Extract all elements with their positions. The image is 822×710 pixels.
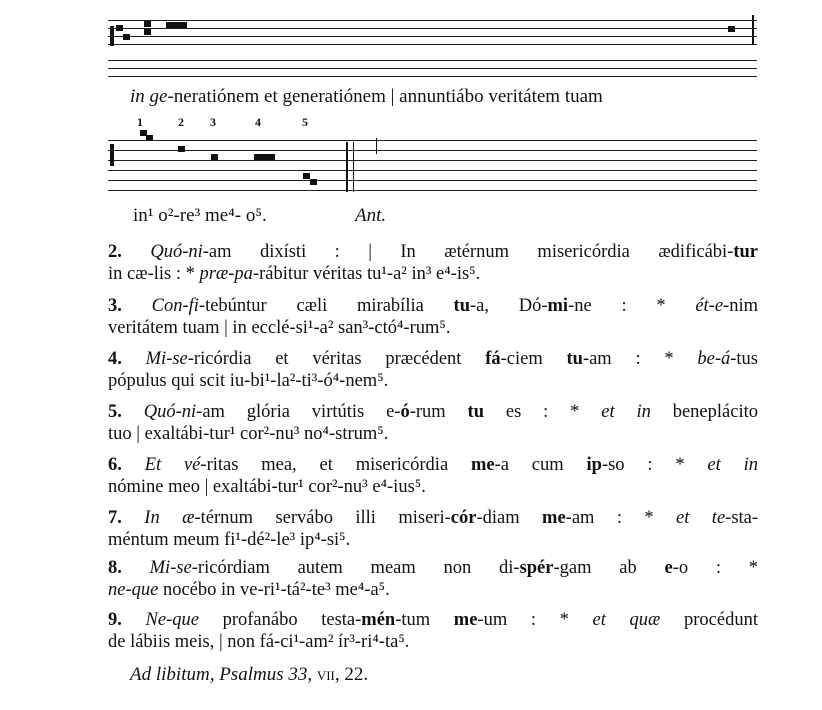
note	[178, 146, 185, 152]
note	[310, 179, 317, 185]
note	[728, 26, 735, 32]
verse-number: 9.	[108, 610, 122, 630]
verse-number: 2.	[108, 242, 122, 262]
verse-line: ne-que nocébo in ve-ri¹-tá²-te³ me⁴-a⁵.	[108, 580, 390, 600]
verse-line: de lábiis meis, | non fá-ci¹-am² ír³-ri⁴-ta⁵.	[108, 632, 410, 652]
note	[268, 154, 275, 160]
staff-top	[108, 20, 757, 50]
verse-number: 6.	[108, 455, 122, 475]
staff-bottom	[108, 140, 757, 200]
footer-suffix: , 22.	[334, 664, 369, 685]
staff-top-extra-lines	[108, 60, 757, 80]
antiphon-text: Ant.	[355, 205, 387, 226]
note	[146, 135, 153, 141]
verse-line	[108, 401, 758, 423]
verse-text: Quó-ni-am dixísti : | In ætérnum misericórdia ædificábi-tur	[150, 242, 759, 262]
verse-line	[108, 557, 758, 579]
note	[211, 154, 218, 160]
cadence-number: 3	[210, 115, 216, 129]
cadence-number: 1	[137, 115, 143, 129]
lyric-line-top	[130, 86, 758, 108]
verse-number: 3.	[108, 296, 122, 316]
verse-6	[108, 454, 758, 498]
lyric-text: -neratiónem et generatiónem | annuntiábo veritátem tuam	[167, 86, 603, 107]
verse-8	[108, 557, 758, 601]
verse-4	[108, 348, 758, 392]
cadence-number: 4	[255, 115, 261, 129]
double-barline	[353, 142, 354, 192]
verse-line	[108, 507, 758, 529]
footer-reference	[130, 664, 368, 686]
verse-7	[108, 507, 758, 551]
verse-line: nómine meo | exaltábi-tur¹ cor²-nu³ e⁴-ius⁵.	[108, 477, 426, 497]
verse-number: 8.	[108, 558, 122, 578]
verse-line	[108, 241, 758, 263]
lyric-ge: ge	[149, 86, 168, 107]
verse-2	[108, 241, 758, 285]
verse-line: méntum meum fi¹-dé²-le³ ip⁴-si⁵.	[108, 530, 351, 550]
verse-3	[108, 295, 758, 339]
note	[303, 173, 310, 179]
note	[254, 154, 261, 160]
verse-5	[108, 401, 758, 445]
note	[123, 34, 130, 40]
lyric-cadence: in¹ o²-re³ me⁴- o⁵.	[133, 205, 267, 226]
verse-line	[108, 609, 758, 631]
verse-line: pópulus qui scit iu-bi¹-la²-ti³-ó⁴-nem⁵.	[108, 371, 389, 391]
note-stem	[376, 138, 377, 154]
note	[116, 25, 123, 31]
verse-number: 7.	[108, 508, 122, 528]
double-barline	[346, 142, 348, 192]
verse-line: tuo | exaltábi-tur¹ cor²-nu³ no⁴-strum⁵.	[108, 424, 389, 444]
barline	[752, 15, 754, 45]
verse-line	[108, 348, 758, 370]
note	[144, 21, 151, 27]
footer-roman: vii	[316, 664, 335, 685]
lyric-in: in	[130, 86, 145, 107]
verse-line	[108, 295, 758, 317]
do-clef-icon	[110, 26, 114, 46]
verse-text: In æ-térnum servábo illi miseri-cór-diam me-am : * et te-sta-	[144, 508, 759, 528]
verse-text: Mi-se-ricórdiam autem meam non di-spér-gam ab e-o : *	[149, 558, 758, 578]
verse-text: Quó-ni-am glória virtútis e-ó-rum tu es : * et in beneplácito	[143, 402, 758, 422]
antiphon-label	[355, 205, 386, 227]
verse-text: Et vé-ritas mea, et misericórdia me-a cum ip-so : * et in	[144, 455, 758, 475]
note	[166, 22, 173, 28]
do-clef-icon	[110, 144, 114, 166]
note	[261, 154, 268, 160]
verse-text: Ne-que profanábo testa-mén-tum me-um : * et quæ procédunt	[145, 610, 758, 630]
cadence-number: 2	[178, 115, 184, 129]
note	[144, 29, 151, 35]
note	[180, 22, 187, 28]
footer-prefix: Ad libitum, Psalmus 33,	[130, 664, 313, 685]
verse-number: 4.	[108, 349, 122, 369]
verse-text: Con-fi-tebúntur cæli mirabília tu-a, Dó-mi-ne : * ét-e-nim	[151, 296, 758, 316]
verse-line: veritátem tuam | in ecclé-si¹-a² san³-ctó⁴-rum⁵.	[108, 318, 451, 338]
lyric-line-bottom	[133, 205, 267, 227]
verse-9	[108, 609, 758, 653]
verse-number: 5.	[108, 402, 122, 422]
verse-line	[108, 454, 758, 476]
cadence-number: 5	[302, 115, 308, 129]
verse-line: in cæ-lis : * præ-pa-rábitur véritas tu¹-a² in³ e⁴-is⁵.	[108, 264, 481, 284]
verse-text: Mi-se-ricórdia et véritas præcédent fá-ciem tu-am : * be-á-tus	[145, 349, 758, 369]
note	[173, 22, 180, 28]
